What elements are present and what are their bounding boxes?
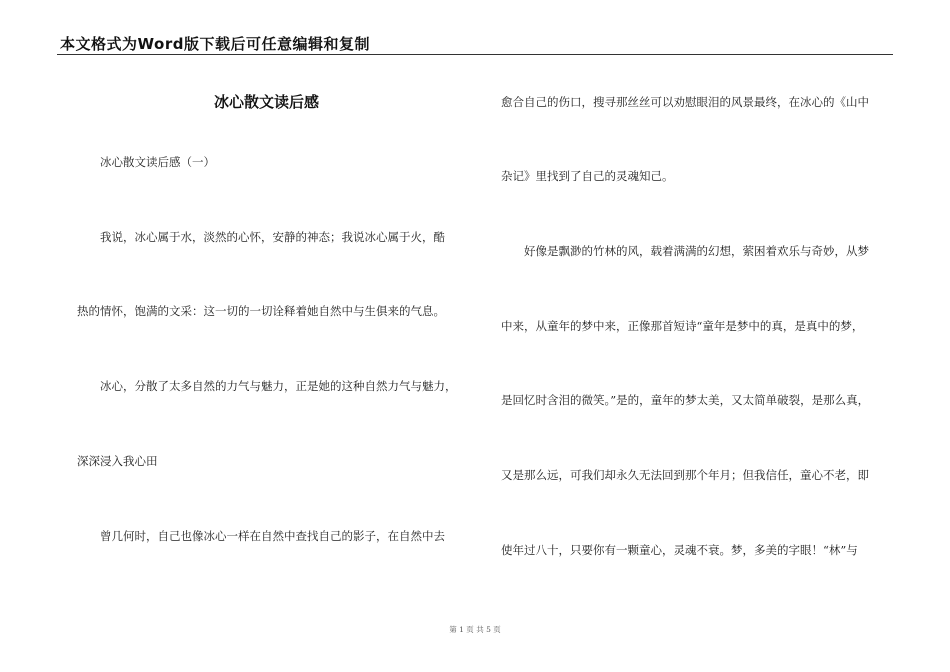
subheading: 冰心散文读后感（一）: [100, 155, 215, 169]
paragraph-line: 中来，从童年的梦中来，正像那首短诗“童年是梦中的真，是真中的梦，: [501, 319, 864, 333]
page-title: 冰心散文读后感: [214, 93, 320, 111]
paragraph-line: 我说，冰心属于水，淡然的心怀，安静的神态；我说冰心属于火，酷: [100, 230, 445, 244]
paragraph-line: 又是那么远，可我们却永久无法回到那个年月；但我信任，童心不老，即: [501, 468, 869, 482]
paragraph-line: 曾几何时，自己也像冰心一样在自然中查找自己的影子，在自然中去: [100, 529, 445, 543]
paragraph-line: 冰心，分散了太多自然的力气与魅力，正是她的这种自然力气与魅力，: [100, 379, 457, 393]
header-divider: [57, 54, 893, 55]
paragraph-line: 杂记》里找到了自己的灵魂知己。: [501, 169, 674, 183]
paragraph-line: 愈合自己的伤口，搜寻那丝丝可以劝慰眼泪的风景最终，在冰心的《山中: [501, 95, 869, 109]
paragraph-line: 深深浸入我心田: [77, 454, 158, 468]
paragraph-line: 使年过八十，只要你有一颗童心，灵魂不衰。梦，多美的字眼！“林”与: [501, 543, 858, 557]
paragraph-line: 是回忆时含泪的微笑。”是的，童年的梦太美，又太简单破裂，是那么真，: [501, 393, 870, 407]
paragraph-line: 热的情怀，饱满的文采：这一切的一切诠释着她自然中与生俱来的气息。: [77, 304, 445, 318]
page-number: 第 1 页 共 5 页: [449, 625, 501, 634]
document-banner: 本文格式为Word版下载后可任意编辑和复制: [60, 35, 370, 53]
paragraph-line: 好像是飘渺的竹林的风，载着满满的幻想，萦困着欢乐与奇妙，从梦: [524, 244, 869, 258]
